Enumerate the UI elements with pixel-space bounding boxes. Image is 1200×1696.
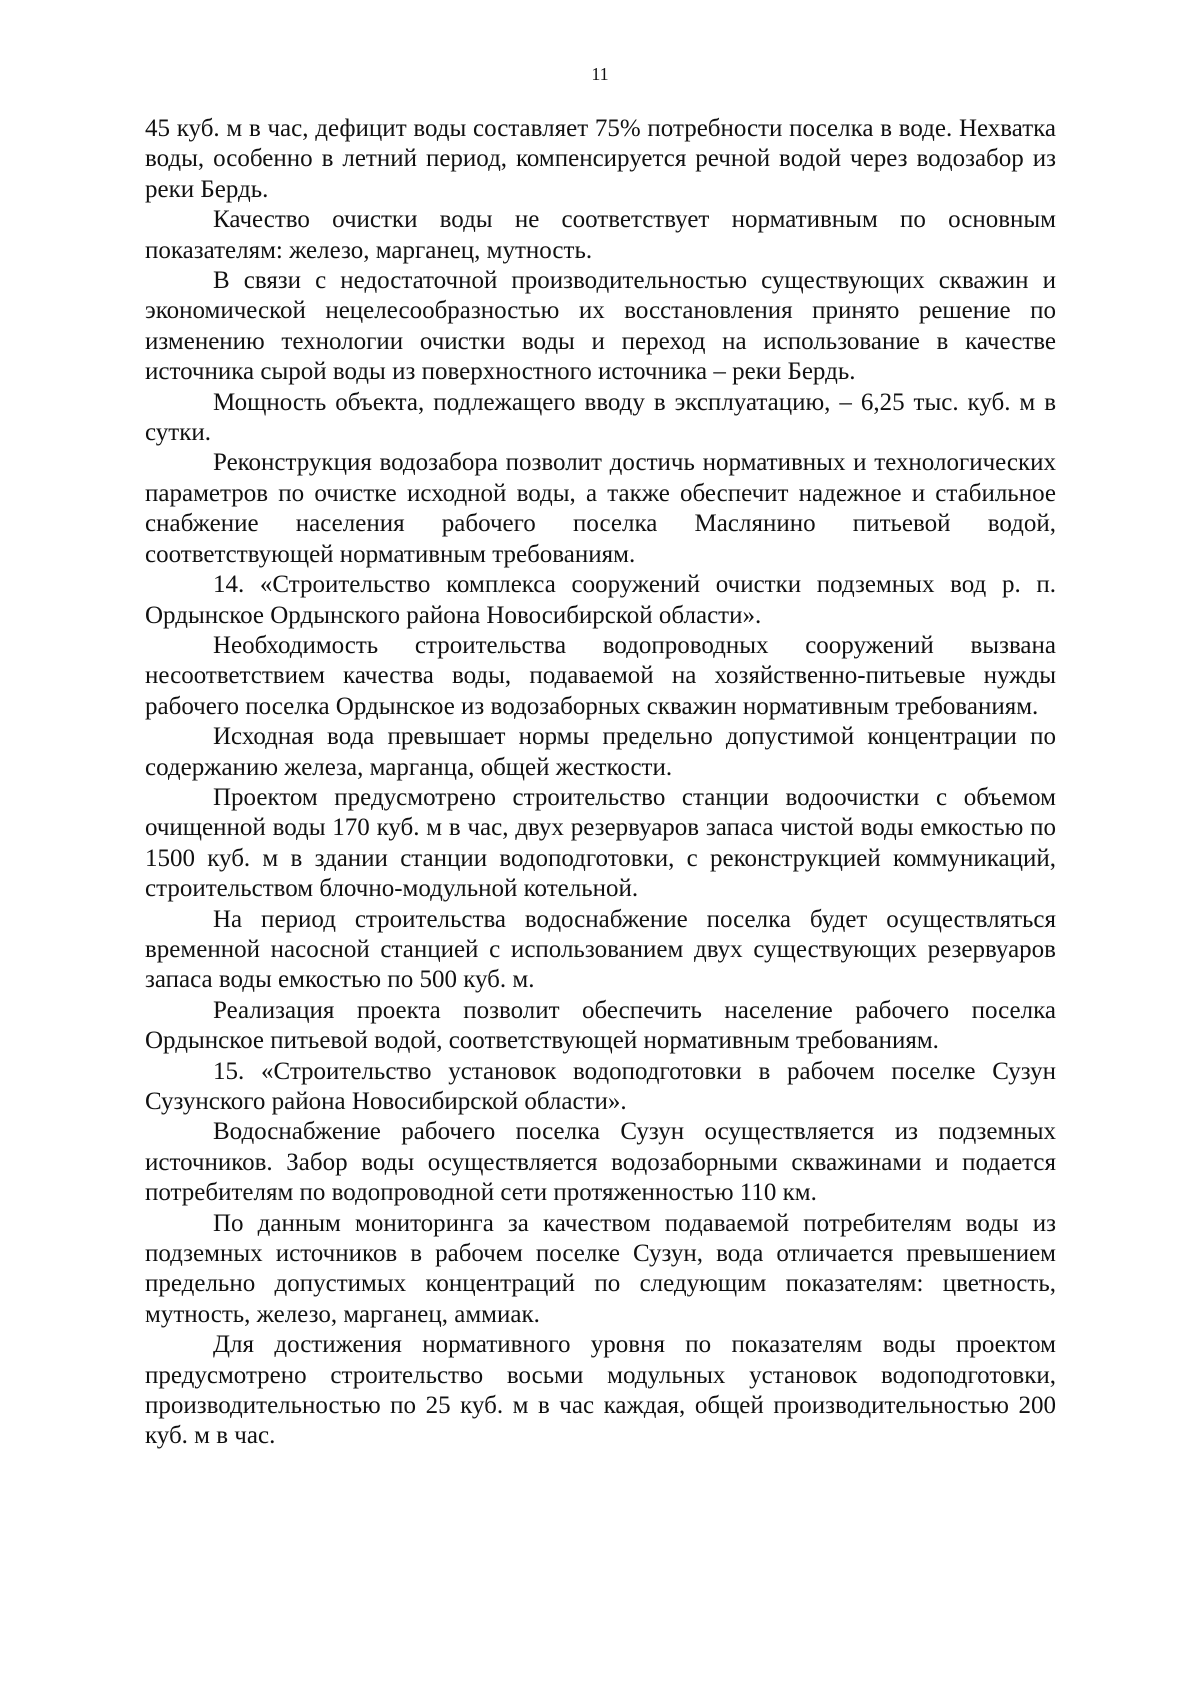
paragraph-source-water-exceeds: Исходная вода превышает нормы предельно допустимой концентрации по содержанию железа, марганца, общей жесткости. xyxy=(145,723,1056,781)
paragraph-monitoring-results: По данным мониторинга за качеством подаваемой потребителям воды из подземных источников в рабочем поселке Сузун, вода отличается превышением предельно допустимых концентраций по следующим показателям: цветность, мутность, железо, марганец, аммиак. xyxy=(145,1209,1056,1328)
paragraph-project-scope: Проектом предусмотрено строительство станции водоочистки с объемом очищенной воды 170 куб. м в час, двух резервуаров запаса чистой воды емкостью по 1500 куб. м в здании станции водоподготовки, с реконструкцией коммуникаций, строительством блочно-модульной котельной. xyxy=(145,783,1056,903)
paragraph-treatment-units: Для достижения нормативного уровня по показателям воды проектом предусмотрено строительство восьми модульных установок водоподготовки, производительностью по 25 куб. м в час каждая, общей производительностью 200 куб. м в час. xyxy=(145,1331,1056,1450)
paragraph-facility-capacity: Мощность объекта, подлежащего вводу в эксплуатацию, – 6,25 тыс. куб. м в сутки. xyxy=(145,388,1056,447)
paragraph-reconstruction-benefit: Реконструкция водозабора позволит достичь нормативных и технологических параметров по очистке исходной воды, а также обеспечит надежное и стабильное снабжение населения рабочего поселка Маслянино питьевой водой, соответствующей нормативным требованиям. xyxy=(145,449,1056,568)
paragraph-temporary-supply: На период строительства водоснабжение поселка будет осуществляться временной насосной станцией с использованием двух существующих резервуаров запаса воды емкостью по 500 куб. м. xyxy=(145,905,1056,994)
paragraph-project-outcome: Реализация проекта позволит обеспечить население рабочего поселка Ордынское питьевой водой, соответствующей нормативным требованиям. xyxy=(145,996,1056,1055)
page-number: 11 xyxy=(591,64,609,84)
paragraph-construction-necessity: Необходимость строительства водопроводных сооружений вызвана несоответствием качества воды, подаваемой на хозяйственно-питьевые нужды рабочего поселка Ордынское из водозаборных скважин нормативным требованиям. xyxy=(145,631,1056,720)
paragraph-technology-change: В связи с недостаточной производительностью существующих скважин и экономической нецелесообразностью их восстановления принято решение по изменению технологии очистки воды и переход на использование в качестве источника сырой воды из поверхностного источника – реки Бердь. xyxy=(145,267,1056,386)
paragraph-purification-quality: Качество очистки воды не соответствует нормативным по основным показателям: железо, марганец, мутность. xyxy=(145,206,1056,264)
paragraph-suzun-supply: Водоснабжение рабочего поселка Сузун осуществляется из подземных источников. Забор воды осуществляется водозаборными скважинами и подается потребителям по водопроводной сети протяженностью 110 км. xyxy=(145,1118,1056,1207)
paragraph-item-15-title: 15. «Строительство установок водоподготовки в рабочем поселке Сузун Сузунского района Новосибирской области». xyxy=(145,1057,1056,1115)
paragraph-water-deficit: 45 куб. м в час, дефицит воды составляет 75% потребности поселка в воде. Нехватка воды, особенно в летний период, компенсируется речной водой через водозабор из реки Бердь. xyxy=(145,115,1056,203)
document-body xyxy=(145,114,1056,1452)
paragraph-item-14-title: 14. «Строительство комплекса сооружений очистки подземных вод р. п. Ордынское Ордынского района Новосибирской области». xyxy=(145,571,1056,629)
